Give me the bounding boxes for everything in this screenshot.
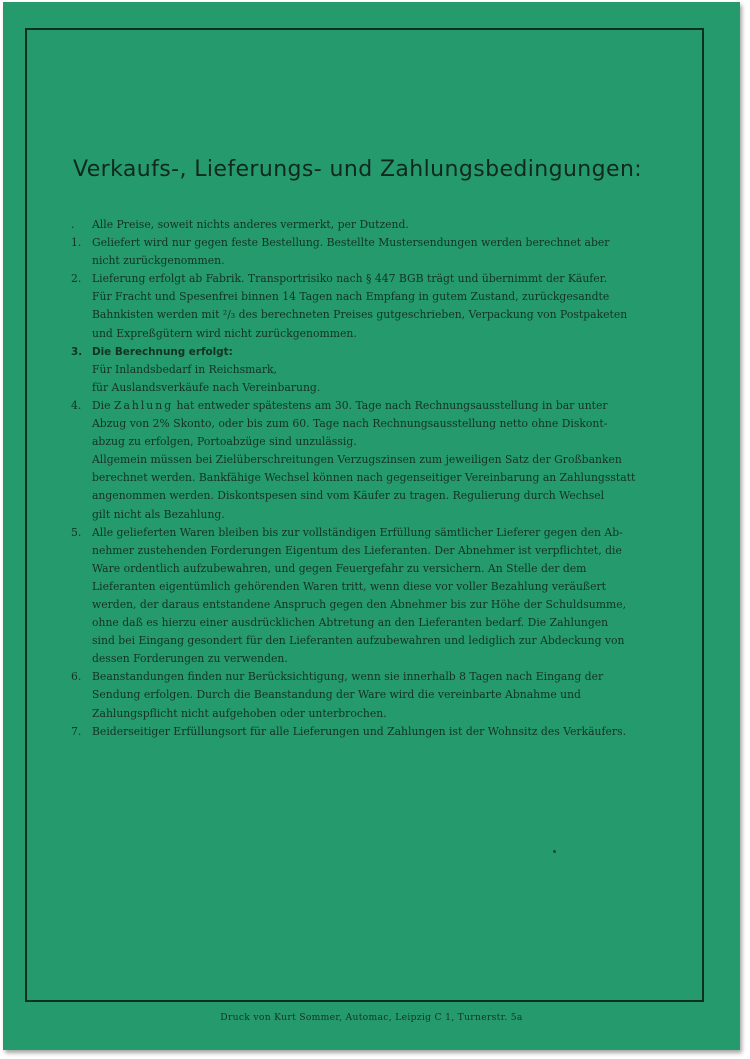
term-line: dessen Forderungen zu verwenden. [92,652,288,666]
term-line: nicht zurückgenommen. [92,254,225,268]
term-line: Abzug von 2% Skonto, oder bis zum 60. Tage nach Rechnungsausstellung netto ohne Diskont- [92,417,608,431]
document-title: Verkaufs-, Lieferungs- und Zahlungsbedingungen: [73,157,643,182]
term-line: Sendung erfolgen. Durch die Beanstandung der Ware wird die vereinbarte Abnahme und [92,688,581,702]
term-prefix: Die [92,398,111,412]
term-line: Lieferanten eigentümlich gehörenden Waren tritt, wenn diese vor voller Bezahlung veräußert [92,579,607,593]
term-line: Lieferung erfolgt ab Fabrik. Transportrisiko nach § 447 BGB trägt und übernimmt der Käufer. [92,272,608,286]
term-number: 7. [71,724,82,738]
term-line: Alle Preise, soweit nichts anderes vermerkt, per Dutzend. [92,218,409,231]
term-line: sind bei Eingang gesondert für den Lieferanten aufzubewahren und lediglich zur Abdeckung von [92,634,625,648]
term-keyword: Zahlung [113,398,174,412]
term-3 [71,343,671,397]
document-sheet [3,2,740,1050]
term-line: nehmer zustehenden Forderungen Eigentum des Lieferanten. Der Abnehmer ist verpflichtet, die [92,543,622,557]
term-first-line [92,397,671,415]
term-line: Für Fracht und Spesenfrei binnen 14 Tagen nach Empfang in gutem Zustand, zurückgesandte [92,290,610,304]
term-number: 6. [71,670,82,684]
term-line: Beiderseitiger Erfüllungsort für alle Lieferungen und Zahlungen ist der Wohnsitz des Verkäufers. [92,724,627,738]
term-1 [71,234,671,270]
term-line: Ware ordentlich aufzubewahren, und gegen Feuergefahr zu versichern. An Stelle der dem [92,561,587,575]
printer-imprint: Druck von Kurt Sommer, Automac, Leipzig C 1, Turnerstr. 5a [220,1012,523,1023]
paper-speck [553,850,556,853]
term-heading: Die Berechnung erfolgt: [92,345,233,358]
term-line: Alle gelieferten Waren bleiben bis zur vollständigen Erfüllung sämtlicher Lieferer gegen den Ab- [92,525,623,539]
term-line: für Auslandsverkäufe nach Vereinbarung. [92,380,321,394]
term-line: gilt nicht als Bezahlung. [92,507,225,521]
terms-list [71,216,671,741]
term-2 [71,270,671,342]
term-6 [71,668,671,722]
term-number: 4. [71,398,82,412]
term-line: und Expreßgütern wird nicht zurückgenommen. [92,326,357,340]
term-line: Bahnkisten werden mit ²/₃ des berechneten Preises gutgeschrieben, Verpackung von Postpaketen [92,308,628,322]
term-number: 3. [71,345,83,358]
term-line: berechnet werden. Bankfähige Wechsel können nach gegenseitiger Vereinbarung an Zahlungsstatt [92,471,636,485]
term-line-rest: hat entweder spätestens am 30. Tage nach Rechnungsausstellung in bar unter [176,398,608,412]
term-number: . [71,218,75,231]
term-line: Allgemein müssen bei Zielüberschreitungen Verzugszinsen zum jeweiligen Satz der Großbanken [92,453,622,467]
term-number: 5. [71,525,82,539]
term-line: abzug zu erfolgen, Portoabzüge sind unzulässig. [92,435,357,449]
term-line: angenommen werden. Diskontspesen sind vom Käufer zu tragen. Regulierung durch Wechsel [92,489,605,503]
term-5 [71,524,671,669]
term-7 [71,723,671,741]
term-line: Beanstandungen finden nur Berücksichtigung, wenn sie innerhalb 8 Tagen nach Eingang der [92,670,604,684]
term-line: Zahlungspflicht nicht aufgehoben oder unterbrochen. [92,706,387,720]
term-line: werden, der daraus entstandene Anspruch gegen den Abnehmer bis zur Höhe der Schuldsumme, [92,597,627,611]
term-intro [71,216,671,234]
term-line: Geliefert wird nur gegen feste Bestellung. Bestellte Mustersendungen werden berechnet aber [92,236,610,250]
term-number: 2. [71,272,82,286]
term-line: Für Inlandsbedarf in Reichsmark, [92,362,277,376]
term-line: ohne daß es hierzu einer ausdrücklichen Abtretung an den Lieferanten bedarf. Die Zahlungen [92,616,609,630]
term-4 [71,397,671,524]
term-number: 1. [71,236,82,250]
